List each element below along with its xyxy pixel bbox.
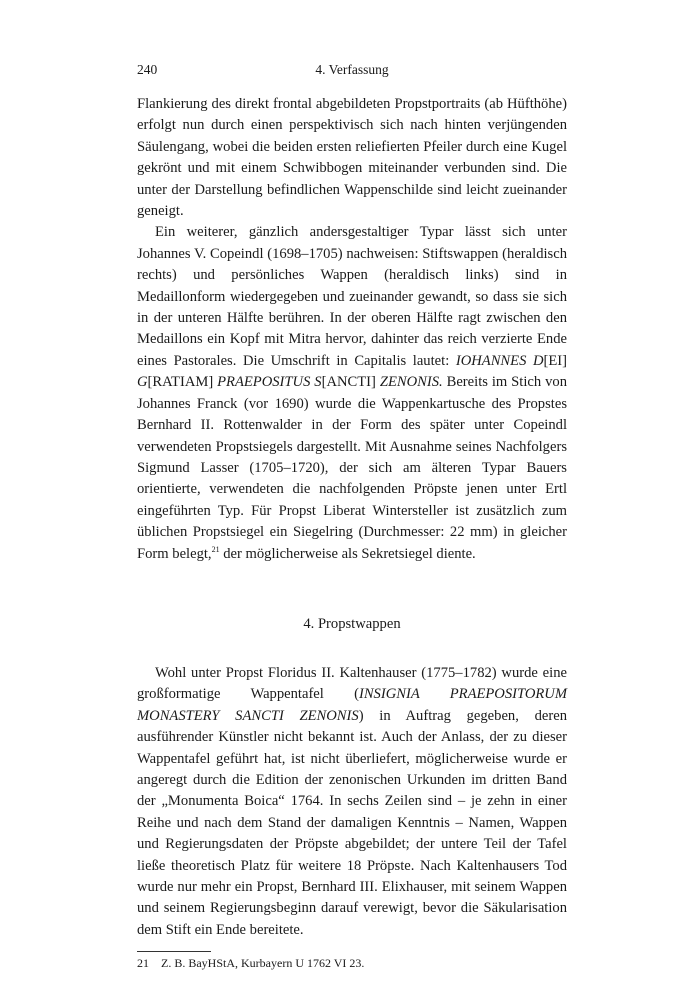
paragraph-text: Ein weiterer, gänzlich andersgestaltiger Typar lässt sich unter Johannes V. Copeindl (1698–1705) nachweisen: Stiftswappen (heraldisch rechts) und persönliches Wappen (heraldisch links) sind in Medaillonform wiedergegeben und zueinander gewandt, so dass sie sich in der unteren Hälfte berühren. In der oberen Hälfte ragt zwischen den Medaillons ein Kopf mit Mitra hervor, dahinter das reich verzierte Ende eines Pastorales. Die Umschrift in Capitalis lautet: (137, 224, 567, 369)
running-head: 4. Verfassung (315, 62, 389, 77)
paragraph-text: Bereits im Stich von Johannes Franck (vor 1690) wurde die Wappenkartusche des Propstes Bernhard II. Rottenwalder in der Form des später unter Copeindl verwendeten Propstsiegels dargestellt. Mit Ausnahme seines Nachfolgers Sigmund Lasser (1705–1720), der sich am älteren Typar Bauers orientierte, verwendeten die nachfolgenden Pröpste jenen unter Ertl eingeführten Typ. Für Propst Liberat Wintersteller ist zusätzlich zum üblichen Propstsiegel ein Siegelring (Durchmesser: 22 mm) in gleicher Form belegt, (137, 374, 567, 562)
paragraph (137, 663, 567, 941)
footnote-divider (137, 951, 211, 952)
footnote-number: 21 (137, 956, 149, 971)
page-number: 240 (137, 62, 158, 77)
inscription-text: [EI] (543, 352, 567, 369)
inscription-text: IOHANNES D (455, 352, 544, 369)
footnote-text: Z. B. BayHStA, Kurbayern U 1762 VI 23. (161, 956, 365, 971)
inscription-text: [ANCTI] (321, 374, 380, 391)
paragraph-text: Wohl unter Propst Floridus II. Kaltenhauser (1775–1782) wurde eine großformatige Wappentafel ( (137, 664, 567, 703)
paragraph (137, 94, 567, 222)
italic-title: INSIGNIA PRAEPOSITORUM MONASTERY SANCTI ZENONIS (137, 686, 568, 724)
section-heading: 4. Propstwappen (303, 615, 401, 632)
inscription-text: G (137, 374, 148, 391)
paragraph (137, 222, 567, 565)
page (137, 62, 567, 972)
main-text (137, 94, 567, 972)
footnote-reference[interactable]: 21 (211, 544, 220, 554)
inscription-text: [RATIAM] (147, 374, 218, 391)
paragraph-text: ) in Auftrag gegeben, deren ausführender Künstler nicht bekannt ist. Auch der Anlass, der zu dieser Wappentafel geführt hat, ist nicht überliefert, möglicherweise wurde er angeregt durch die Edition der zenonischen Urkunden im dritten Band der „Monumenta Boica“ 1764. In sechs Zeilen sind – je zehn in einer Reihe und nach dem Stand der damaligen Kenntnis – Namen, Wappen und Regierungsdaten der Pröpste abgebildet; der untere Teil der Tafel ließe theoretisch Platz für weitere 18 Pröpste. Nach Kaltenhausers Tod wurde nur mehr ein Propst, Bernhard III. Elixhauser, mit seinem Wappen und seinem Regierungsbeginn darauf verewigt, bevor die Säkularisation dem Stift ein Ende bereitete. (137, 707, 567, 938)
page-header (137, 62, 567, 82)
inscription-text: ZENONIS. (379, 374, 443, 391)
footnote (137, 954, 567, 972)
paragraph-text: der möglicherweise als Sekretsiegel diente. (219, 545, 476, 562)
inscription-text: PRAEPOSITUS S (217, 374, 322, 391)
paragraph-text: Flankierung des direkt frontal abgebildeten Propstportraits (ab Hüfthöhe) erfolgt nun durch einen perspektivisch sich nach hinten verjüngenden Säulengang, wobei die beiden ersten reliefierten Pfeiler durch eine Kugel gekrönt und mit einem Schwibbogen miteinander verbunden sind. Die unter der Darstellung befindlichen Wappenschilde sind leicht zueinander geneigt. (137, 96, 567, 220)
